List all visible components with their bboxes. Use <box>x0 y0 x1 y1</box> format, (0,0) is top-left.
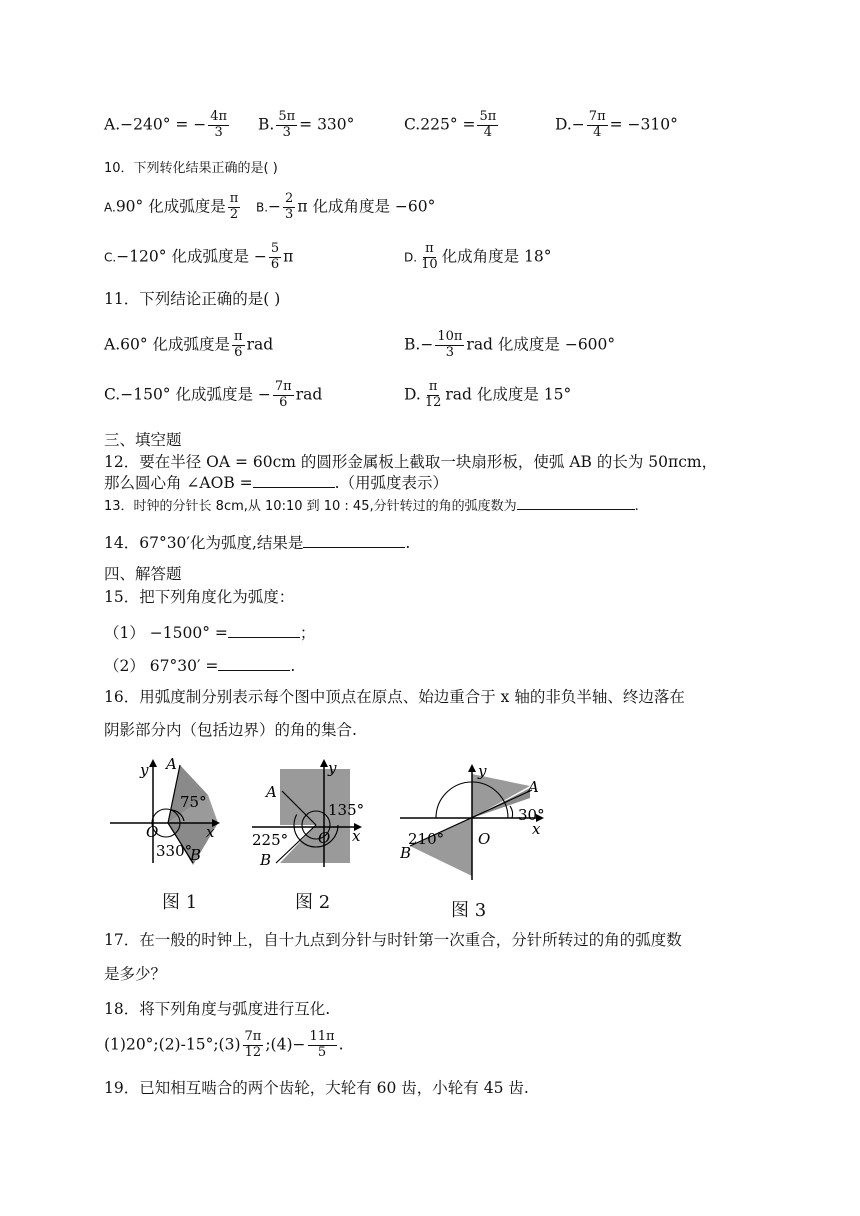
angle-label: 225° <box>252 831 289 849</box>
x-label: x <box>206 823 215 841</box>
point-a-label: A <box>528 778 539 796</box>
point-a-label: A <box>266 783 277 801</box>
q10-stem: 10．下列转化结果正确的是( ) <box>104 161 278 176</box>
fraction: $\frac{5\pi}{3}$ <box>278 109 296 140</box>
fraction: $\frac{\pi}{6}$ <box>234 329 243 360</box>
q19: 19．已知相互啮合的两个齿轮，大轮有 60 齿，小轮有 45 齿. <box>104 1079 529 1097</box>
y-arrow-icon <box>320 759 328 767</box>
fraction: $\frac{7\pi}{12}$ <box>244 1029 262 1060</box>
figure-3 <box>400 760 550 885</box>
q13: 13．时钟的分针长 8cm,从 10:10 到 10 : 45,分针转过的角的弧度数为 . <box>104 499 639 514</box>
fraction: $\frac{4\pi}{3}$ <box>210 109 228 140</box>
q9-option-d: D.− $\frac{7\pi}{4}$ = −310° <box>555 109 678 140</box>
point-b-label: B <box>260 851 272 869</box>
y-label: y <box>328 759 337 777</box>
fraction: $\frac{\pi}{12}$ <box>424 379 442 410</box>
answer-blank[interactable] <box>517 509 635 510</box>
q9-option-b: B. $\frac{5\pi}{3}$ = 330° <box>258 109 355 140</box>
figure-2 <box>252 755 372 870</box>
q18-parts: (1)20°;(2)-15°;(3) $\frac{7\pi}{12}$ ;(4)− $\frac{11\pi}{5}$ . <box>104 1029 344 1060</box>
fraction: $\frac{11\pi}{5}$ <box>309 1029 335 1060</box>
point-a-label: A <box>166 755 177 773</box>
angle-label: 330° <box>156 842 193 860</box>
fraction: $\frac{2}{3}$ <box>285 191 294 222</box>
q11-option-a: A.60° 化成弧度是 $\frac{\pi}{6}$ rad <box>104 329 274 360</box>
y-arrow-icon <box>149 759 157 767</box>
angle-label: 30° <box>518 806 545 824</box>
answer-blank[interactable] <box>253 487 335 488</box>
fraction: $\frac{\pi}{2}$ <box>229 191 239 222</box>
y-label: y <box>140 761 149 779</box>
figure-1-caption: 图 1 <box>162 892 198 913</box>
figure-1 <box>108 755 228 865</box>
fraction: $\frac{7\pi}{6}$ <box>274 379 292 410</box>
q9-option-a: A.−240° = − $\frac{4\pi}{3}$ <box>104 109 228 140</box>
origin-label: O <box>146 823 159 841</box>
fraction: $\frac{5\pi}{4}$ <box>479 109 497 140</box>
angle-label: 210° <box>408 830 445 848</box>
origin-label: O <box>318 829 331 847</box>
q18-stem: 18．将下列角度与弧度进行互化. <box>104 1000 331 1018</box>
q17-line1: 17．在一般的时钟上，自十九点到分针与时针第一次重合，分针所转过的角的弧度数 <box>104 931 682 949</box>
fraction: $\frac{7\pi}{4}$ <box>588 109 606 140</box>
fraction: $\frac{5}{6}$ <box>270 241 280 272</box>
q11-option-d: D. $\frac{\pi}{12}$ rad 化成度是 15° <box>404 379 572 410</box>
x-label: x <box>352 827 361 845</box>
angle-label: 135° <box>328 801 365 819</box>
answer-blank[interactable] <box>218 670 290 671</box>
figure-2-caption: 图 2 <box>295 892 331 913</box>
fraction: $\frac{10\pi}{3}$ <box>437 329 463 360</box>
q12-line1: 12．要在半径 OA = 60cm 的圆形金属板上截取一块扇形板，使弧 AB 的长为 50πcm， <box>104 453 718 471</box>
q15-part1: （1） −1500° = ； <box>104 624 316 642</box>
x-label: x <box>532 820 541 838</box>
answer-blank[interactable] <box>303 547 405 548</box>
q9-option-c: C.225° = $\frac{5\pi}{4}$ <box>404 109 497 140</box>
q11-option-c: C.−150° 化成弧度是 − $\frac{7\pi}{6}$ rad <box>104 379 323 410</box>
q12-line2: 那么圆心角 ∠AOB = .（用弧度表示） <box>104 474 449 492</box>
answer-blank[interactable] <box>228 637 300 638</box>
q15-part2: （2） 67°30′ = . <box>104 657 296 675</box>
fraction: $\frac{\pi}{10}$ <box>421 241 438 272</box>
section-heading-fill-in: 三、填空题 <box>104 431 182 449</box>
y-label: y <box>478 762 487 780</box>
q15-stem: 15．把下列角度化为弧度： <box>104 588 295 606</box>
figure-3-caption: 图 3 <box>451 900 487 921</box>
angle-label: 75° <box>180 793 207 811</box>
q16-line2: 阴影部分内（包括边界）的角的集合. <box>104 721 357 739</box>
angle-arc <box>510 806 513 818</box>
y-arrow-icon <box>468 764 476 772</box>
q10-option-b: B.− $\frac{2}{3}$ π 化成角度是 −60° <box>256 191 436 222</box>
point-b-label: B <box>190 846 202 864</box>
q11-stem: 11．下列结论正确的是( ) <box>104 290 281 308</box>
q10-option-a: A.90° 化成弧度是 $\frac{\pi}{2}$ <box>104 191 239 222</box>
q10-option-d: D. $\frac{\pi}{10}$ 化成角度是 18° <box>404 241 552 272</box>
q16-line1: 16．用弧度制分别表示每个图中顶点在原点、始边重合于 x 轴的非负半轴、终边落在 <box>104 688 685 706</box>
shaded-sector <box>280 825 350 863</box>
q17-line2: 是多少？ <box>104 965 167 983</box>
origin-label: O <box>478 830 491 848</box>
point-b-label: B <box>400 844 412 862</box>
q10-option-c: C.−120° 化成弧度是 − $\frac{5}{6}$ π <box>104 241 294 272</box>
q11-option-b: B.− $\frac{10\pi}{3}$ rad 化成度是 −600° <box>404 329 616 360</box>
q14: 14．67°30′化为弧度,结果是 . <box>104 534 411 552</box>
section-heading-solve: 四、解答题 <box>104 565 182 583</box>
